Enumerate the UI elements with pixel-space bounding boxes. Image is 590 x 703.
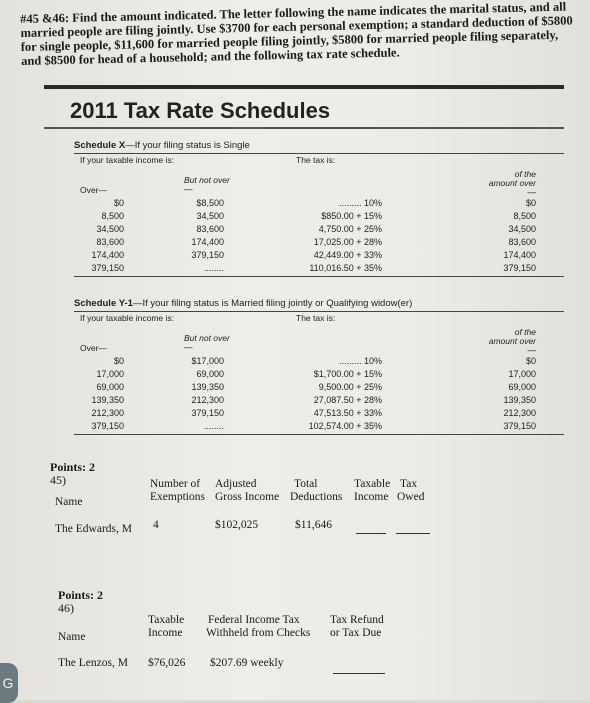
q46-taxable-income: $76,026 xyxy=(148,657,186,669)
q46-header-tax-refund: Tax Refund xyxy=(330,614,384,626)
schedule-y1-header xyxy=(74,312,564,356)
cell-tax: 17,025.00 + 28% xyxy=(313,237,382,247)
cell-of-amount-over: 69,000 xyxy=(508,382,536,392)
col-of-amount-over: of the amount over— xyxy=(488,169,536,197)
cell-of-amount-over: 34,500 xyxy=(508,224,536,234)
cell-of-amount-over: 379,150 xyxy=(503,421,536,431)
cell-but-not-over: 139,350 xyxy=(191,382,224,392)
schedule-row xyxy=(74,356,564,369)
schedule-y1 xyxy=(74,298,564,435)
q46-number: 46) xyxy=(58,601,74,615)
cell-but-not-over: 83,600 xyxy=(196,224,224,234)
col-tax-is: The tax is: xyxy=(296,155,336,165)
cell-of-amount-over: 139,350 xyxy=(503,395,536,405)
q46-header-taxable: Taxable xyxy=(148,614,185,626)
schedules-heading: 2011 Tax Rate Schedules xyxy=(70,98,331,123)
cell-but-not-over: $17,000 xyxy=(191,356,224,366)
cell-tax: ......... 10% xyxy=(338,356,382,366)
cell-over: 174,400 xyxy=(91,250,124,260)
cell-of-amount-over: 212,300 xyxy=(503,408,536,418)
q46-withheld: $207.69 weekly xyxy=(210,657,284,669)
col-tax-is: The tax is: xyxy=(296,313,336,323)
cell-over: $0 xyxy=(113,356,124,366)
q46-name: The Lenzos, M xyxy=(58,657,128,669)
cell-but-not-over: 34,500 xyxy=(196,211,224,221)
cell-tax: $850.00 + 15% xyxy=(321,211,382,221)
q46-header-tax-due: or Tax Due xyxy=(330,627,382,639)
q45-header-income: Income xyxy=(354,491,389,503)
col-taxable-income: If your taxable income is: xyxy=(80,313,175,323)
cell-over: $0 xyxy=(113,198,124,208)
schedule-x-table xyxy=(74,153,564,277)
corner-tab: G xyxy=(0,663,18,703)
q45-header-deductions: Deductions xyxy=(290,491,343,503)
q45-exemptions: 4 xyxy=(153,519,159,531)
cell-tax: 42,449.00 + 33% xyxy=(313,250,382,260)
q45-taxable-income-blank[interactable] xyxy=(356,533,386,534)
q45-points: Points: 2 xyxy=(50,460,95,474)
cell-of-amount-over: 17,000 xyxy=(508,369,536,379)
q46-refund-or-due-blank[interactable] xyxy=(333,673,385,674)
q45-header-tax: Tax xyxy=(400,478,418,490)
cell-tax: 9,500.00 + 25% xyxy=(318,382,382,392)
col-but-not-over: But not over— xyxy=(184,175,230,194)
q45-header-gross-income: Gross Income xyxy=(215,491,280,503)
cell-but-not-over: ........ xyxy=(203,421,224,431)
schedule-row xyxy=(74,395,564,408)
q45-header-exemptions: Exemptions xyxy=(150,491,205,503)
cell-of-amount-over: $0 xyxy=(525,356,536,366)
schedule-row xyxy=(74,250,564,263)
q45-header-owed: Owed xyxy=(397,491,425,503)
q45-gross-income: $102,025 xyxy=(215,519,259,531)
cell-of-amount-over: 83,600 xyxy=(508,237,536,247)
schedule-row xyxy=(74,382,564,395)
q45-header-adjusted: Adjusted xyxy=(215,478,257,490)
heading-rule xyxy=(44,127,564,129)
cell-over: 69,000 xyxy=(96,382,124,392)
cell-of-amount-over: $0 xyxy=(525,198,536,208)
cell-over: 139,350 xyxy=(91,395,124,405)
problem-instructions: #45 &46: Find the amount indicated. The letter following the name indicates the marital status, and all married people are filing jointly. Use $3700 for each personal exemption; a standard deduction of $5800 for single people, $11,600 for married people filing jointly, $5800 for married people filing separately, and $8500 for head of a household; and the following tax rate schedule. xyxy=(20,0,573,68)
cell-tax: 110,016.50 + 35% xyxy=(309,263,382,273)
schedule-row xyxy=(74,421,564,434)
q45-header-total: Total xyxy=(294,478,318,490)
schedule-y1-title: Schedule Y-1—If your filing status is Married filing jointly or Qualifying widow(er) xyxy=(74,298,413,309)
q46-header-income: Income xyxy=(148,627,183,639)
col-taxable-income: If your taxable income is: xyxy=(80,155,175,165)
cell-but-not-over: $8,500 xyxy=(196,198,224,208)
top-rule xyxy=(44,85,564,89)
cell-but-not-over: 174,400 xyxy=(191,237,224,247)
col-of-amount-over: of the amount over— xyxy=(488,327,536,355)
col-over: Over— xyxy=(80,343,107,353)
schedule-row xyxy=(74,263,564,276)
cell-tax: 27,087.50 + 28% xyxy=(313,395,382,405)
cell-tax: 102,574.00 + 35% xyxy=(308,421,382,431)
cell-over: 83,600 xyxy=(96,237,124,247)
q46-header-federal-income-tax: Federal Income Tax xyxy=(208,614,300,626)
cell-tax: 47,513.50 + 33% xyxy=(313,408,382,418)
schedule-row xyxy=(74,237,564,250)
q45-deductions: $11,646 xyxy=(295,519,332,531)
cell-tax: 4,750.00 + 25% xyxy=(318,224,382,234)
schedule-row xyxy=(74,369,564,382)
q45-header-taxable: Taxable xyxy=(354,478,391,490)
schedule-row xyxy=(74,408,564,421)
q46-header-withheld: Withheld from Checks xyxy=(206,627,311,639)
q45-header-name: Name xyxy=(55,496,83,508)
q45-name: The Edwards, M xyxy=(55,523,132,535)
schedule-x-title: Schedule X—If your filing status is Single xyxy=(74,140,250,151)
q46-points: Points: 2 xyxy=(58,588,103,602)
schedule-x-rows xyxy=(74,198,564,276)
cell-but-not-over: 379,150 xyxy=(191,250,224,260)
schedule-row xyxy=(74,198,564,211)
schedule-x xyxy=(74,140,564,277)
schedule-y1-rows xyxy=(74,356,564,434)
cell-tax: ......... 10% xyxy=(338,198,382,208)
schedule-row xyxy=(74,211,564,224)
q45-header-number-of: Number of xyxy=(150,478,201,490)
cell-over: 379,150 xyxy=(91,421,124,431)
col-but-not-over: But not over— xyxy=(184,333,230,352)
q46-header-name: Name xyxy=(58,631,86,643)
cell-tax: $1,700.00 + 15% xyxy=(313,369,382,379)
cell-over: 8,500 xyxy=(101,211,124,221)
cell-but-not-over: 212,300 xyxy=(191,395,224,405)
cell-over: 212,300 xyxy=(91,408,124,418)
cell-but-not-over: 379,150 xyxy=(191,408,224,418)
cell-over: 17,000 xyxy=(96,369,124,379)
cell-of-amount-over: 379,150 xyxy=(503,263,536,273)
cell-over: 379,150 xyxy=(91,263,124,273)
q45-tax-owed-blank[interactable] xyxy=(396,533,430,534)
cell-but-not-over: 69,000 xyxy=(196,369,224,379)
cell-of-amount-over: 174,400 xyxy=(503,250,536,260)
schedule-y1-table xyxy=(74,311,564,435)
col-over: Over— xyxy=(80,185,107,195)
cell-over: 34,500 xyxy=(96,224,124,234)
schedule-row xyxy=(74,224,564,237)
schedule-x-header xyxy=(74,154,564,198)
cell-but-not-over: ........ xyxy=(203,263,224,273)
cell-of-amount-over: 8,500 xyxy=(513,211,536,221)
q45-number: 45) xyxy=(50,473,66,487)
